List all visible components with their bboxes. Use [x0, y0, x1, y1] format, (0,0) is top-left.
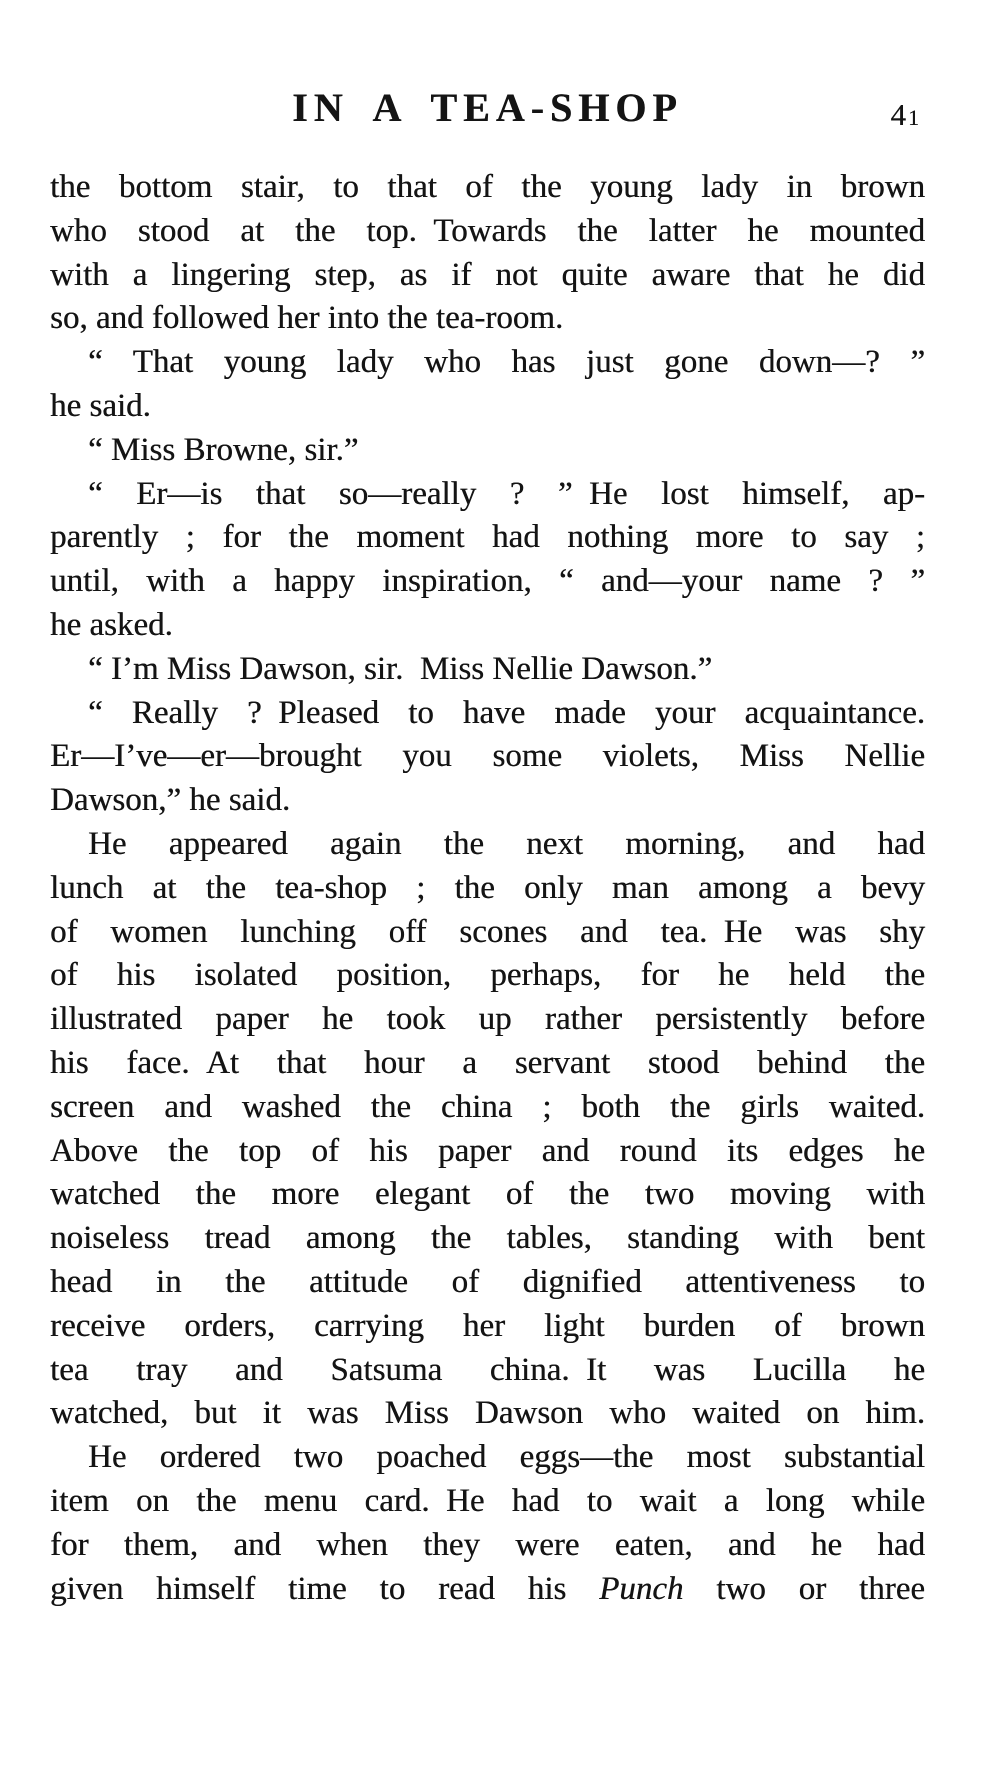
page-number: 41 — [890, 97, 921, 132]
text-line: parently ; for the moment had nothing more to say ; — [50, 519, 925, 556]
text-segment: given himself time to read his — [50, 1570, 600, 1607]
text-line: for them, and when they were eaten, and he had — [50, 1526, 925, 1563]
text-line: Above the top of his paper and round its edges he — [50, 1132, 925, 1169]
text-line: tea tray and Satsuma china. It was Lucilla he — [50, 1351, 925, 1388]
text-line: he said. — [50, 387, 151, 424]
text-line — [50, 1568, 925, 1612]
text-line: he asked. — [50, 606, 173, 643]
text-line: “ That young lady who has just gone down—? ” — [88, 344, 925, 381]
text-line: of his isolated position, perhaps, for he held the — [50, 957, 925, 994]
text-line: watched, but it was Miss Dawson who waited on him. — [50, 1395, 925, 1432]
text-line: receive orders, carrying her light burden of brown — [50, 1307, 925, 1344]
text-line: so, and followed her into the tea-room. — [50, 300, 564, 337]
italic-word: Punch — [599, 1570, 684, 1607]
text-segment: two or three — [683, 1570, 925, 1607]
text-line: watched the more elegant of the two moving with — [50, 1176, 925, 1213]
text-line: head in the attitude of dignified attentiveness to — [50, 1263, 925, 1300]
text-line: noiseless tread among the tables, standing with bent — [50, 1220, 925, 1257]
text-line: “ Er—is that so—really ? ” He lost himself, ap- — [88, 475, 925, 512]
text-line: “ I’m Miss Dawson, sir. Miss Nellie Dawson.” — [88, 650, 713, 687]
text-line: the bottom stair, to that of the young lady in brown — [50, 169, 925, 205]
text-line: He ordered two poached eggs—the most substantial — [88, 1439, 925, 1476]
text-line: Dawson,” he said. — [50, 782, 291, 819]
text-line: lunch at the tea-shop ; the only man among a bevy — [50, 869, 925, 906]
text-block — [50, 166, 925, 1611]
text-line: “ Really ? Pleased to have made your acquaintance. — [88, 694, 925, 731]
text-line: his face. At that hour a servant stood behind the — [50, 1044, 925, 1081]
running-header — [50, 84, 925, 136]
text-line: screen and washed the china ; both the girls waited. — [50, 1088, 925, 1125]
text-line: “ Miss Browne, sir.” — [88, 431, 359, 468]
text-line: Er—I’ve—er—brought you some violets, Miss Nellie — [50, 738, 925, 775]
text-line: who stood at the top. Towards the latter he mounted — [50, 212, 925, 249]
chapter-title: IN A TEA-SHOP — [292, 85, 683, 130]
text-line: with a lingering step, as if not quite aware that he did — [50, 256, 925, 293]
text-line: illustrated paper he took up rather persistently before — [50, 1001, 925, 1038]
text-line: item on the menu card. He had to wait a long while — [50, 1482, 925, 1519]
text-line: of women lunching off scones and tea. He was shy — [50, 913, 925, 950]
text-line: until, with a happy inspiration, “ and—your name ? ” — [50, 563, 925, 600]
text-line: He appeared again the next morning, and had — [88, 825, 925, 862]
